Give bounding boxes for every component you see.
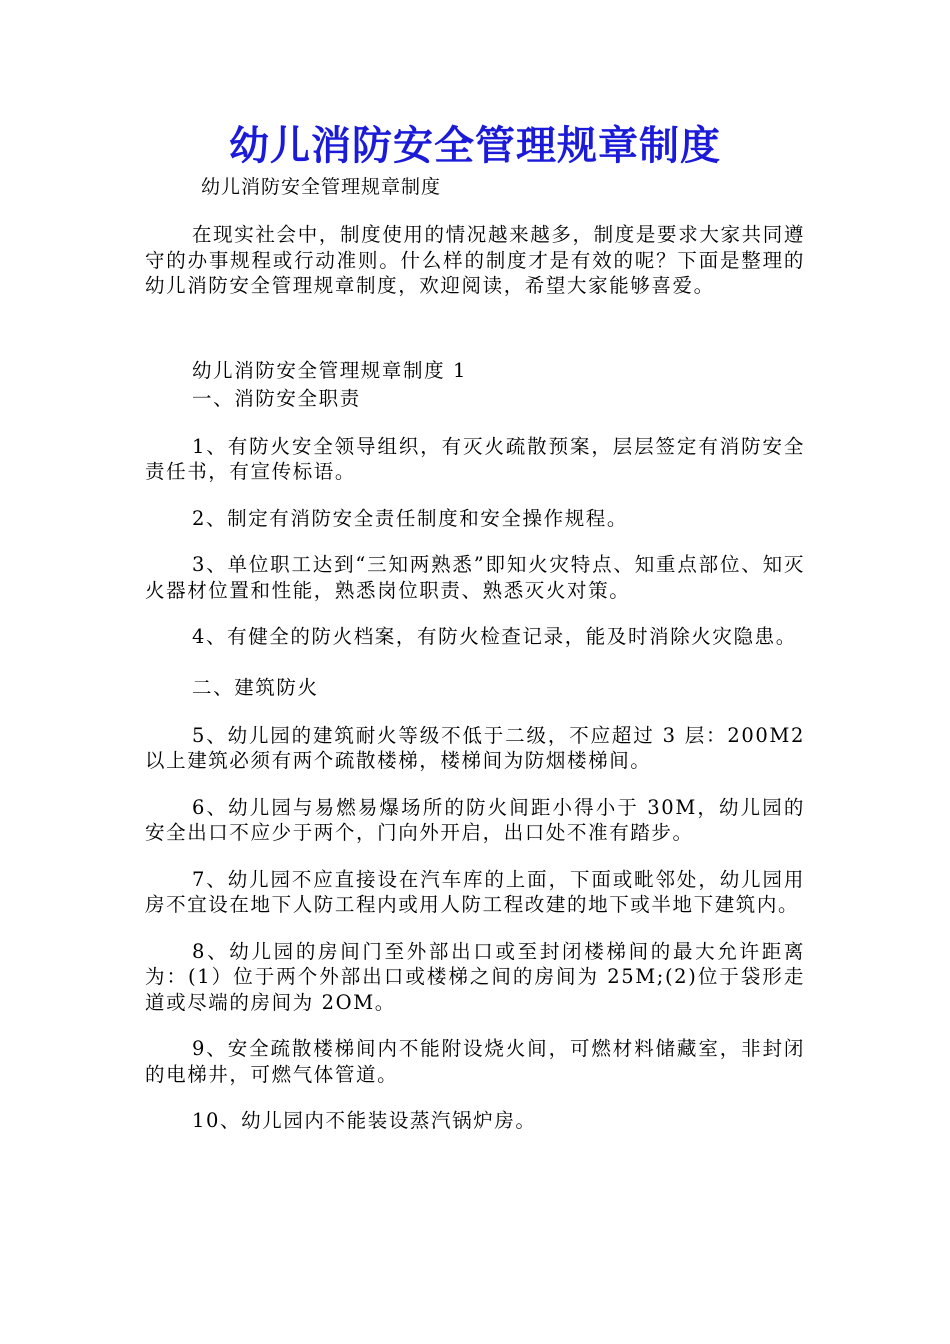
section-title: 幼儿消防安全管理规章制度 1 [192,358,468,382]
heading-fire-safety-duties: 一、消防安全职责 [192,386,361,410]
list-item: 5、幼儿园的建筑耐火等级不低于二级，不应超过 3 层：200M2 以上建筑必须有两个疏散楼梯，楼梯间为防烟楼梯间。 [145,723,805,772]
list-item: 6、幼儿园与易燃易爆场所的防火间距小得小于 30M，幼儿园的安全出口不应少于两个，门向外开启，出口处不准有踏步。 [145,795,805,844]
list-item: 2、制定有消防安全责任制度和安全操作规程。 [192,506,629,530]
list-item: 7、幼儿园不应直接设在汽车库的上面，下面或毗邻处，幼儿园用房不宜设在地下人防工程内或用人防工程改建的地下或半地下建筑内。 [145,867,805,916]
list-item: 4、有健全的防火档案，有防火检查记录，能及时消除火灾隐患。 [192,625,797,648]
list-item: 9、安全疏散楼梯间内不能附设烧火间，可燃材料储藏室，非封闭的电梯井，可燃气体管道。 [145,1037,805,1086]
document-title: 幼儿消防安全管理规章制度 [229,122,721,169]
intro-paragraph: 在现实社会中，制度使用的情况越来越多，制度是要求大家共同遵守的办事规程或行动准则。什么样的制度才是有效的呢？下面是整理的幼儿消防安全管理规章制度，欢迎阅读，希望大家能够喜爱。 [145,223,805,297]
list-item: 10、幼儿园内不能装设蒸汽锅炉房。 [192,1109,537,1132]
heading-building-fire-prevention: 二、建筑防火 [192,675,319,699]
document-subtitle: 幼儿消防安全管理规章制度 [201,176,442,198]
list-item: 8、幼儿园的房间门至外部出口或至封闭楼梯间的最大允许距离为：(1）位于两个外部出口或楼梯之间的房间为 25M;(2)位于袋形走道或尽端的房间为 2OM。 [145,939,805,1014]
document-page [145,118,805,1134]
list-item: 3、单位职工达到“三知两熟悉”即知火灾特点、知重点部位、知灭火器材位置和性能，熟悉岗位职责、熟悉灭火对策。 [145,553,805,602]
list-item: 1、有防火安全领导组织，有灭火疏散预案，层层签定有消防安全责任书，有宣传标语。 [145,434,805,483]
